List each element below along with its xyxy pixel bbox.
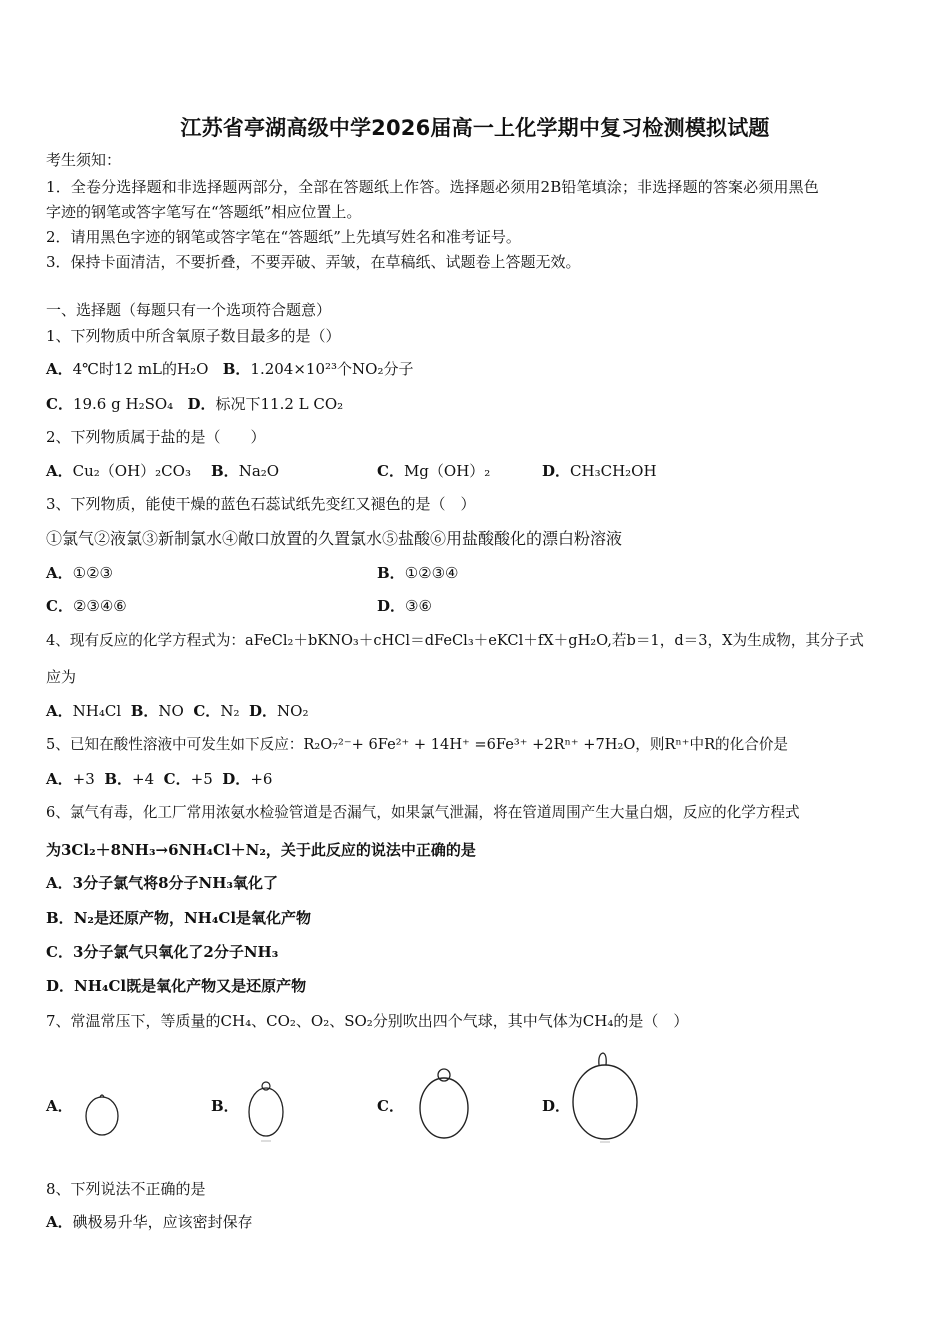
option-c-text: 19.6 g H₂SO₄ bbox=[72, 395, 174, 413]
option-c-label: C． bbox=[46, 395, 73, 413]
question-8-stem: 8、下列说法不正确的是 bbox=[46, 1180, 206, 1198]
option-c-text: +5 bbox=[190, 770, 213, 788]
option-a-label: A． bbox=[46, 1097, 73, 1115]
option-b-label: B． bbox=[211, 1097, 239, 1115]
question-3-option-a bbox=[46, 563, 113, 583]
question-3-option-c bbox=[46, 596, 127, 616]
option-d-text: CH₃CH₂OH bbox=[570, 462, 657, 480]
option-b-label: B． bbox=[46, 909, 74, 927]
option-d-text: NO₂ bbox=[277, 702, 309, 720]
balloon-d-icon bbox=[568, 1050, 642, 1144]
question-1-options-cd bbox=[46, 394, 343, 414]
option-c-label: C． bbox=[377, 462, 404, 480]
question-7-balloon-options bbox=[0, 1050, 950, 1150]
option-b-label: B． bbox=[104, 770, 132, 788]
option-a-label: A． bbox=[46, 874, 73, 892]
notice-item-1-line-2: 字迹的钢笔或答字笔写在“答题纸”相应位置上。 bbox=[46, 203, 362, 221]
balloon-a-icon bbox=[80, 1084, 124, 1142]
question-6-option-b bbox=[46, 908, 311, 928]
question-4-stem-line-2: 应为 bbox=[46, 668, 77, 686]
option-b-text: Na₂O bbox=[238, 462, 280, 480]
option-c-label: C． bbox=[163, 770, 191, 788]
option-a-text: 碘极易升华，应该密封保存 bbox=[72, 1213, 253, 1231]
option-b-text: N₂是还原产物，NH₄Cl是氧化产物 bbox=[73, 909, 312, 927]
notice-item-3: 3．保持卡面清洁，不要折叠，不要弄破、弄皱，在草稿纸、试题卷上答题无效。 bbox=[46, 253, 581, 271]
page-title: 江苏省亭湖高级中学2026届高一上化学期中复习检测模拟试题 bbox=[180, 116, 770, 140]
question-4-stem-line-1: 4、现有反应的化学方程式为：aFeCl₂＋bKNO₃＋cHCl＝dFeCl₃＋eKCl＋fX＋gH₂O,若b＝1，d＝3，X为生成物，其分子式 bbox=[46, 632, 864, 649]
option-c-label: C． bbox=[46, 943, 73, 961]
option-d-text: +6 bbox=[250, 770, 273, 788]
question-3-items: ①氯气②液氯③新制氯水④敞口放置的久置氯水⑤盐酸⑥用盐酸酸化的漂白粉溶液 bbox=[46, 529, 623, 548]
option-b-label: B． bbox=[130, 702, 159, 720]
option-a-label: A． bbox=[46, 564, 73, 582]
option-c-text: 3分子氯气只氧化了2分子NH₃ bbox=[72, 943, 279, 961]
notice-item-1-line-1: 1．全卷分选择题和非选择题两部分，全部在答题纸上作答。选择题必须用2B铅笔填涂；非选择题的答案必须用黑色 bbox=[46, 178, 819, 196]
question-3-stem: 3、下列物质，能使干燥的蓝色石蕊试纸先变红又褪色的是（ ） bbox=[46, 495, 476, 513]
option-d-label: D． bbox=[542, 462, 571, 480]
option-b-label: B． bbox=[211, 462, 239, 480]
option-a-text: Cu₂（OH）₂CO₃ bbox=[72, 462, 191, 480]
option-a-label: A． bbox=[46, 702, 73, 720]
question-3-option-d bbox=[377, 596, 432, 616]
option-b-label: B． bbox=[222, 360, 251, 378]
question-7-stem: 7、常温常压下，等质量的CH₄、CO₂、O₂、SO₂分别吹出四个气球，其中气体为CH₄的是（ ） bbox=[46, 1012, 689, 1030]
question-2-option-d bbox=[542, 461, 657, 481]
question-2-stem: 2、下列物质属于盐的是（ ） bbox=[46, 428, 266, 446]
option-a-text: NH₄Cl bbox=[72, 702, 122, 720]
option-a-label: A． bbox=[46, 770, 73, 788]
question-6-option-d bbox=[46, 976, 306, 996]
option-b-text: NO bbox=[158, 702, 184, 720]
option-a-text: 4℃时12 mL的H₂O bbox=[72, 360, 209, 378]
question-3-option-b bbox=[377, 563, 458, 583]
option-b-label: B． bbox=[377, 564, 405, 582]
option-d-label: D． bbox=[187, 395, 216, 413]
option-a-label: A． bbox=[46, 462, 73, 480]
notice-item-2: 2．请用黑色字迹的钢笔或答字笔在“答题纸”上先填写姓名和准考证号。 bbox=[46, 228, 521, 246]
balloon-c-icon bbox=[414, 1066, 474, 1142]
question-6-stem-line-1: 6、氯气有毒，化工厂常用浓氨水检验管道是否漏气，如果氯气泄漏，将在管道周围产生大量白烟，反应的化学方程式 bbox=[46, 804, 800, 821]
balloon-b-icon bbox=[244, 1080, 288, 1144]
option-d-label: D． bbox=[46, 977, 75, 995]
option-a-text: +3 bbox=[72, 770, 95, 788]
option-c-label: C． bbox=[46, 597, 73, 615]
question-5-stem: 5、已知在酸性溶液中可发生如下反应：R₂O₇²⁻+ 6Fe²⁺ + 14H⁺ =6Fe³⁺ +2Rⁿ⁺ +7H₂O，则Rⁿ⁺中R的化合价是 bbox=[46, 736, 789, 753]
question-1-stem: 1、下列物质中所含氧原子数目最多的是（） bbox=[46, 327, 341, 345]
option-c-text: ②③④⑥ bbox=[72, 597, 127, 615]
question-2-option-c bbox=[377, 461, 490, 481]
option-d-label: D． bbox=[377, 597, 406, 615]
option-a-text: ①②③ bbox=[72, 564, 113, 582]
option-d-label: D． bbox=[222, 770, 251, 788]
notice-heading: 考生须知： bbox=[46, 151, 122, 169]
question-4-options bbox=[46, 701, 308, 721]
question-6-option-c bbox=[46, 942, 278, 962]
option-c-text: N₂ bbox=[220, 702, 240, 720]
option-b-text: ①②③④ bbox=[404, 564, 459, 582]
option-a-label: A． bbox=[46, 360, 73, 378]
option-d-text: ③⑥ bbox=[405, 597, 432, 615]
question-2-option-b bbox=[211, 461, 279, 481]
option-d-label: D． bbox=[249, 702, 278, 720]
option-a-text: 3分子氯气将8分子NH₃氧化了 bbox=[72, 874, 278, 892]
section-heading: 一、选择题（每题只有一个选项符合题意） bbox=[46, 301, 332, 319]
question-1-options-ab bbox=[46, 359, 413, 379]
option-c-text: Mg（OH）₂ bbox=[403, 462, 491, 480]
option-b-text: +4 bbox=[132, 770, 155, 788]
question-5-options bbox=[46, 769, 272, 789]
option-d-label: D． bbox=[542, 1097, 571, 1115]
question-2-option-a bbox=[46, 461, 191, 481]
question-6-option-a bbox=[46, 873, 278, 893]
question-6-stem-line-2: 为3Cl₂＋8NH₃→6NH₄Cl＋N₂，关于此反应的说法中正确的是 bbox=[46, 841, 476, 859]
option-b-text: 1.204×10²³个NO₂分子 bbox=[250, 360, 414, 378]
option-a-label: A． bbox=[46, 1213, 73, 1231]
option-c-label: C． bbox=[193, 702, 221, 720]
option-c-label: C． bbox=[377, 1097, 404, 1115]
option-d-text: NH₄Cl既是氧化产物又是还原产物 bbox=[74, 977, 307, 995]
question-8-option-a bbox=[46, 1212, 253, 1232]
option-d-text: 标况下11.2 L CO₂ bbox=[215, 395, 344, 413]
